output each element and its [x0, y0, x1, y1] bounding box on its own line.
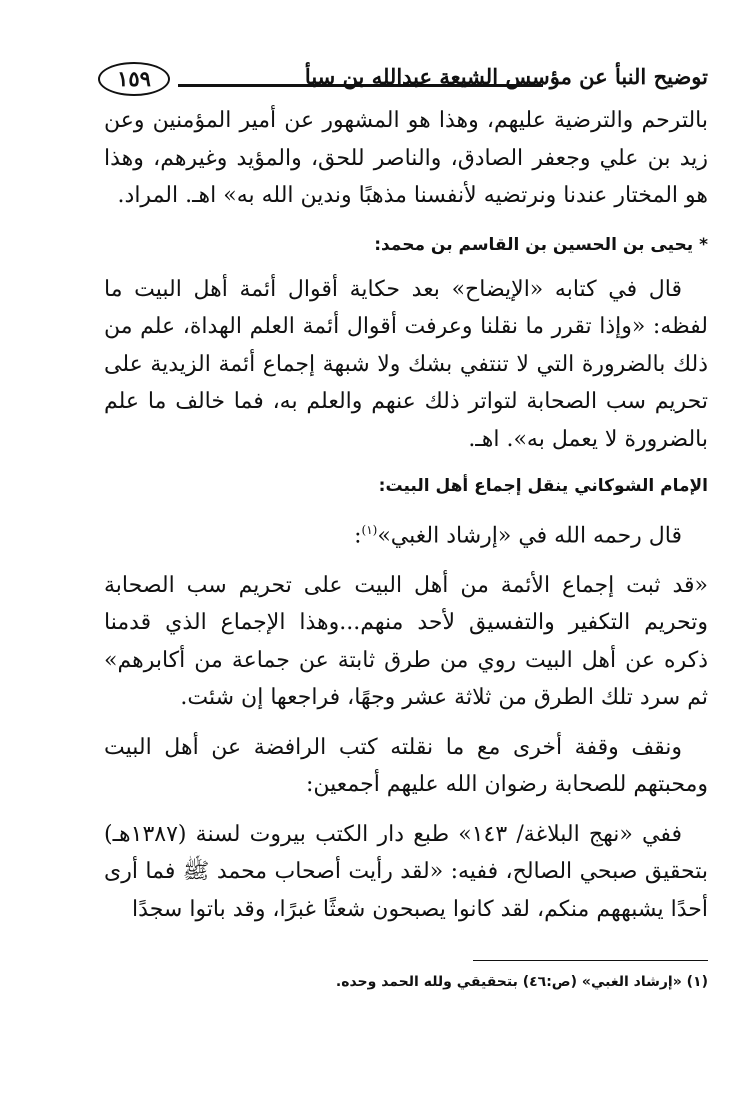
- running-header: [98, 62, 708, 98]
- paragraph-nahj-albalagha: ففي «نهج البلاغة/ ١٤٣» طبع دار الكتب بيروت لسنة (١٣٨٧هـ) بتحقيق صبحي الصالح، ففيه: «لقد رأيت أصحاب محمد ﷺ فما أرى أحدًا يشبههم منكم، لقد كانوا يصبحون شعثًا غبرًا، وقد باتوا سجدًا: [104, 821, 708, 922]
- section-heading-shawkani: الإمام الشوكاني ينقل إجماع أهل البيت:: [378, 476, 708, 496]
- footnote-reference: (١): [361, 523, 378, 537]
- footnote-separator: [473, 960, 708, 961]
- intro-paragraph: بالترحم والترضية عليهم، وهذا هو المشهور عن أمير المؤمنين وعن زيد بن علي وجعفر الصادق، والناصر للحق، والمؤيد وغيرهم، وهذا هو المختار عندنا ونرتضيه لأنفسنا مذهبًا وندين الله به» اهـ. المراد.: [104, 108, 708, 208]
- paragraph-idah-quote: قال في كتابه «الإيضاح» بعد حكاية أقوال أئمة أهل البيت ما لفظه: «وإذا تقرر ما نقلنا وعرفت أقوال أئمة العلم الهداة، علم من ذلك بالضرورة التي لا تنتفي بشك ولا شبهة إجماع أئمة الزيدية على تحريم سب الصحابة لتواتر ذلك عنهم والعلم به، فما خالف ما علم بالضرورة لا يعمل به». اهـ.: [104, 276, 708, 452]
- main-text: [104, 102, 708, 928]
- book-title: توضيح النبأ عن مؤسس الشيعة عبدالله بن سبأ: [304, 64, 708, 89]
- section-heading-yahya: * يحيى بن الحسين بن القاسم بن محمد:: [374, 234, 708, 255]
- paragraph-shawkani-intro: [104, 512, 708, 555]
- shawkani-intro-text: قال رحمه الله في «إرشاد الغبي»: [377, 523, 682, 549]
- shawkani-intro-colon: :: [354, 523, 362, 549]
- footnote: (١) «إرشاد الغبي» (ص:٤٦) بتحقيقي ولله الحمد وحده.: [335, 974, 708, 990]
- page-number: ١٥٩: [98, 62, 170, 96]
- paragraph-rafida-books: ونقف وقفة أخرى مع ما نقلته كتب الرافضة عن أهل البيت ومحبتهم للصحابة رضوان الله عليهم أجمعين:: [104, 734, 708, 798]
- paragraph-consensus-quote: «قد ثبت إجماع الأئمة من أهل البيت على تحريم سب الصحابة وتحريم التكفير والتفسيق لأحد منهم...وهذا الإجماع الذي قدمنا ذكره عن أهل البيت روي من طرق ثابتة عن جماعة من أكابرهم» ثم سرد تلك الطرق من ثلاثة عشر وجهًا، فراجعها إن شئت.: [104, 572, 708, 711]
